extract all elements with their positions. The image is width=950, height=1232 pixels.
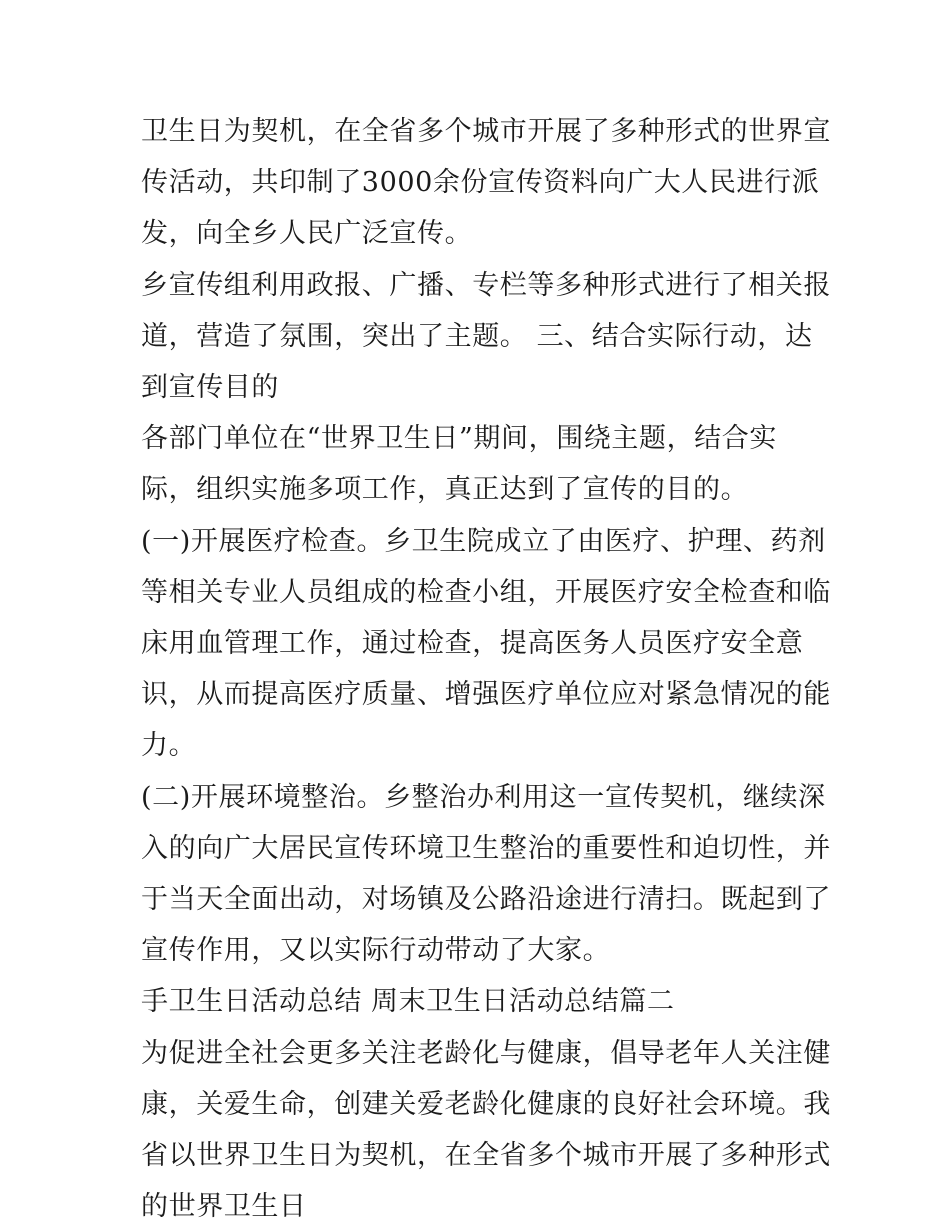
paragraph-departments: 各部门单位在“世界卫生日”期间，围绕主题，结合实际，组织实施多项工作，真正达到了宣传的目的。 [141,423,778,506]
section-heading-part-two: 手卫生日活动总结 周末卫生日活动总结篇二 [141,986,675,1018]
document-body [141,106,831,1232]
paragraph-activity-intro: 卫生日为契机，在全省多个城市开展了多种形式的世界宣传活动，共印制了3000余份宣传资料向广大人民进行派发，向全乡人民广泛宣传。 [141,116,831,250]
paragraph-medical-inspection: (一)开展医疗检查。乡卫生院成立了由医疗、护理、药剂等相关专业人员组成的检查小组，开展医疗安全检查和临床用血管理工作，通过检查，提高医务人员医疗安全意识，从而提高医疗质量、增强医疗单位应对紧急情况的能力。 [141,525,831,762]
paragraph-aging-health: 为促进全社会更多关注老龄化与健康，倡导老年人关注健康，关爱生命，创建关爱老龄化健康的良好社会环境。我省以世界卫生日为契机，在全省多个城市开展了多种形式的世界卫生日 [141,1037,831,1223]
paragraph-media-coverage: 乡宣传组利用政报、广播、专栏等多种形式进行了相关报道，营造了氛围，突出了主题。 三、结合实际行动，达到宣传目的 [141,269,831,404]
paragraph-environment-cleanup: (二)开展环境整治。乡整治办利用这一宣传契机，继续深入的向广大居民宣传环境卫生整治的重要性和迫切性，并于当天全面出动，对场镇及公路沿途进行清扫。既起到了宣传作用，又以实际行动带动了大家。 [141,781,831,967]
